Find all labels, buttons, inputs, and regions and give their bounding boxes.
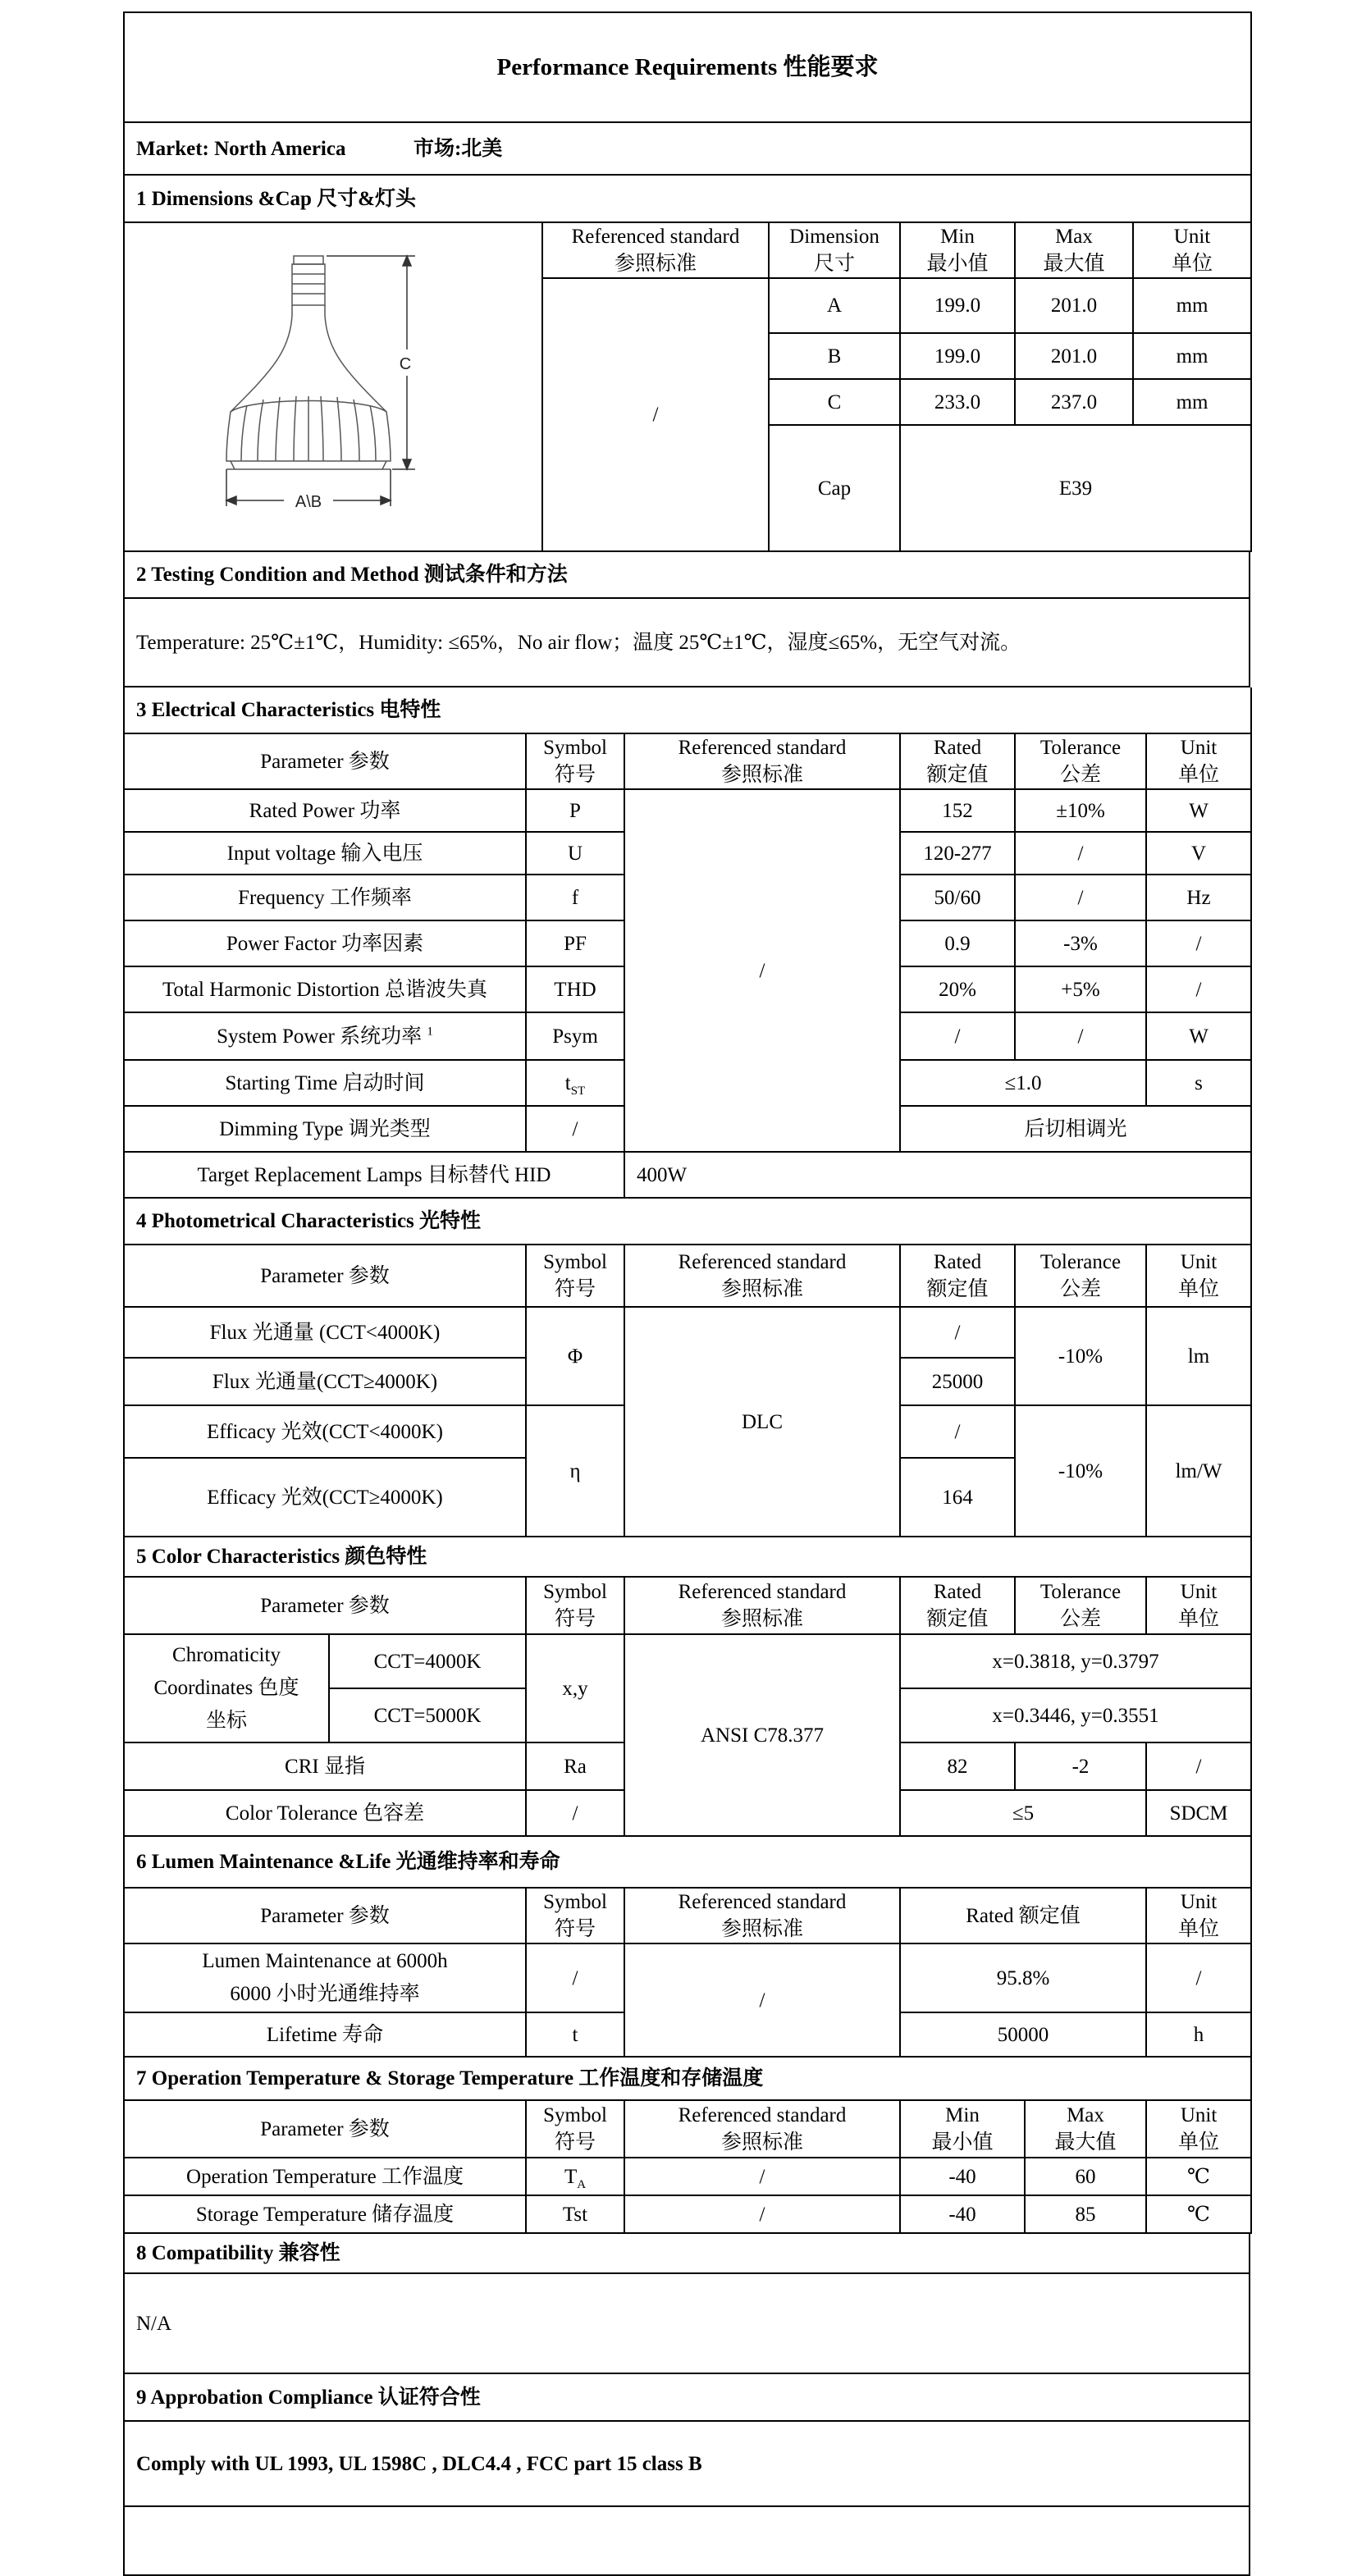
rated-cell: 0.9: [900, 920, 1015, 966]
dimension-a-max: 201.0: [1015, 278, 1133, 333]
header-ref-standard: Referenced standard 参照标准: [624, 1888, 900, 1943]
header-parameter: Parameter 参数: [124, 1577, 526, 1634]
header-ref-standard: Referenced standard 参照标准: [624, 2100, 900, 2158]
rated-cell: 164: [900, 1458, 1015, 1537]
header-ref-standard: Referenced standard 参照标准: [542, 222, 769, 278]
param-efficacy-low: Efficacy 光效(CCT<4000K): [124, 1405, 526, 1458]
dimension-a-min: 199.0: [900, 278, 1015, 333]
unit-cell: ℃: [1146, 2158, 1251, 2195]
header-unit: Unit 单位: [1146, 2100, 1251, 2158]
param-color-tolerance: Color Tolerance 色容差: [124, 1790, 526, 1836]
color-tolerance-value: ≤5: [900, 1790, 1146, 1836]
lamp-diagram: [128, 223, 538, 543]
tolerance-cell: ±10%: [1015, 789, 1146, 832]
header-min: Min 最小值: [900, 2100, 1025, 2158]
rated-cell: 152: [900, 789, 1015, 832]
param-flux-low: Flux 光通量 (CCT<4000K): [124, 1307, 526, 1358]
tolerance-cell: /: [1015, 1012, 1146, 1060]
tolerance-cell: /: [1015, 875, 1146, 920]
param-lumen-maintenance: Lumen Maintenance at 6000h 6000 小时光通维持率: [124, 1943, 526, 2012]
header-dimension: Dimension 尺寸: [769, 222, 900, 278]
symbol-cell: /: [526, 1790, 624, 1836]
cct-4000k: CCT=4000K: [329, 1634, 526, 1688]
header-parameter: Parameter 参数: [124, 1245, 526, 1307]
header-unit: Unit 单位: [1146, 1245, 1251, 1307]
header-unit: Unit 单位: [1133, 222, 1251, 278]
header-tolerance: Tolerance 公差: [1015, 1245, 1146, 1307]
symbol-cell: $t_{ST}$: [526, 1060, 624, 1106]
param-input-voltage: Input voltage 输入电压: [124, 832, 526, 875]
header-parameter: Parameter 参数: [124, 1888, 526, 1943]
header-symbol: Symbol 符号: [526, 733, 624, 789]
header-symbol: Symbol 符号: [526, 1888, 624, 1943]
symbol-cell: U: [526, 832, 624, 875]
unit-cell: h: [1146, 2012, 1251, 2057]
page-title: Performance Requirements 性能要求: [124, 12, 1251, 122]
min-cell: -40: [900, 2195, 1025, 2233]
param-storage-temp: Storage Temperature 储存温度: [124, 2195, 526, 2233]
compatibility-table: [123, 2234, 1250, 2576]
dimension-c-min: 233.0: [900, 379, 1015, 425]
table-row: [124, 2195, 1251, 2233]
param-starting-time: Starting Time 启动时间: [124, 1060, 526, 1106]
lifetime-value: 50000: [900, 2012, 1146, 2057]
cct-5000k: CCT=5000K: [329, 1688, 526, 1742]
section-2-heading: 2 Testing Condition and Method 测试条件和方法: [124, 552, 1250, 598]
param-efficacy-high: Efficacy 光效(CCT≥4000K): [124, 1458, 526, 1537]
dimension-c-unit: mm: [1133, 379, 1251, 425]
param-frequency: Frequency 工作频率: [124, 875, 526, 920]
efficacy-symbol: η: [526, 1405, 624, 1537]
dimension-a: A: [769, 278, 900, 333]
compatibility-text: N/A: [124, 2273, 1250, 2373]
header-unit: Unit 单位: [1146, 1888, 1251, 1943]
rated-cell: 50/60: [900, 875, 1015, 920]
param-thd: Total Harmonic Distortion 总谐波失真: [124, 966, 526, 1012]
unit-cell: Hz: [1146, 875, 1251, 920]
unit-cell: W: [1146, 789, 1251, 832]
header-tolerance: Tolerance 公差: [1015, 1577, 1146, 1634]
unit-cell: ℃: [1146, 2195, 1251, 2233]
rated-cell: 20%: [900, 966, 1015, 1012]
lamp-drawing: [124, 222, 542, 551]
color-table: [123, 1537, 1252, 1837]
symbol-cell: f: [526, 875, 624, 920]
market-label: Market: North America: [136, 137, 346, 160]
header-unit: Unit 单位: [1146, 1577, 1251, 1634]
lamp-cap-top: [294, 256, 323, 264]
testing-condition-table: [123, 552, 1250, 687]
chroma-4000k-value: x=0.3818, y=0.3797: [900, 1634, 1251, 1688]
efficacy-tolerance: -10%: [1015, 1405, 1146, 1537]
tolerance-cell: +5%: [1015, 966, 1146, 1012]
unit-cell: /: [1146, 920, 1251, 966]
lamp-cap: [292, 264, 325, 305]
chromaticity-symbol: x,y: [526, 1634, 624, 1742]
param-target-replacement: Target Replacement Lamps 目标替代 HID: [124, 1152, 624, 1198]
max-cell: 60: [1025, 2158, 1146, 2195]
header-rated: Rated 额定值: [900, 1888, 1146, 1943]
header-rated: Rated 额定值: [900, 733, 1015, 789]
header-max: Max 最大值: [1015, 222, 1133, 278]
unit-cell: V: [1146, 832, 1251, 875]
header-min: Min 最小值: [900, 222, 1015, 278]
compliance-text: Comply with UL 1993, UL 1598C , DLC4.4 , FCC part 15 class B: [124, 2421, 1250, 2506]
rated-cell: 82: [900, 1742, 1015, 1790]
starting-time-value: ≤1.0: [900, 1060, 1146, 1106]
symbol-cell: Tst: [526, 2195, 624, 2233]
tolerance-cell: -3%: [1015, 920, 1146, 966]
header-max: Max 最大值: [1025, 2100, 1146, 2158]
symbol-cell: P: [526, 789, 624, 832]
section-6-heading: 6 Lumen Maintenance &Life 光通维持率和寿命: [124, 1837, 1251, 1888]
market-row: [124, 122, 1251, 175]
header-rated: Rated 额定值: [900, 1577, 1015, 1634]
photometric-table: [123, 1199, 1252, 1537]
dimension-a-unit: mm: [1133, 278, 1251, 333]
dimension-b-min: 199.0: [900, 333, 1015, 379]
temperature-table: [123, 2058, 1252, 2234]
max-cell: 85: [1025, 2195, 1146, 2233]
param-rated-power: Rated Power 功率: [124, 789, 526, 832]
param-operation-temp: Operation Temperature 工作温度: [124, 2158, 526, 2195]
rated-cell: /: [900, 1307, 1015, 1358]
header-symbol: Symbol 符号: [526, 1577, 624, 1634]
flux-unit: lm: [1146, 1307, 1251, 1405]
rated-cell: /: [900, 1405, 1015, 1458]
electrical-table: [123, 687, 1252, 1199]
header-ref-standard: Referenced standard 参照标准: [624, 1245, 900, 1307]
header-unit: Unit 单位: [1146, 733, 1251, 789]
flux-tolerance: -10%: [1015, 1307, 1146, 1405]
dimensions-table: [123, 11, 1252, 552]
table-row: [124, 2158, 1251, 2195]
ref-standard-value: DLC: [624, 1307, 900, 1537]
min-cell: -40: [900, 2158, 1025, 2195]
param-flux-high: Flux 光通量(CCT≥4000K): [124, 1358, 526, 1405]
dimension-b: B: [769, 333, 900, 379]
header-tolerance: Tolerance 公差: [1015, 733, 1146, 789]
dimension-c-label: C: [399, 355, 412, 373]
symbol-cell: PF: [526, 920, 624, 966]
header-ref-standard: Referenced standard 参照标准: [624, 733, 900, 789]
param-lifetime: Lifetime 寿命: [124, 2012, 526, 2057]
rated-cell: 25000: [900, 1358, 1015, 1405]
symbol-cell: Psym: [526, 1012, 624, 1060]
header-parameter: Parameter 参数: [124, 2100, 526, 2158]
tolerance-cell: /: [1015, 832, 1146, 875]
section-4-heading: 4 Photometrical Characteristics 光特性: [124, 1199, 1251, 1245]
rated-cell: /: [900, 1012, 1015, 1060]
table-row: [124, 1307, 1251, 1358]
dimension-b-max: 201.0: [1015, 333, 1133, 379]
ref-standard-value: ANSI C78.377: [624, 1634, 900, 1836]
cap-value: E39: [900, 425, 1251, 551]
ref-standard-value: /: [624, 2195, 900, 2233]
ref-standard-value: /: [624, 2158, 900, 2195]
section-7-heading: 7 Operation Temperature & Storage Temperature 工作温度和存储温度: [124, 2058, 1251, 2100]
param-cri: CRI 显指: [124, 1742, 526, 1790]
dimension-c: C: [769, 379, 900, 425]
flux-symbol: Φ: [526, 1307, 624, 1405]
param-system-power: System Power 系统功率 $^1$: [124, 1012, 526, 1060]
performance-requirements-document: [123, 11, 1250, 2576]
unit-cell: s: [1146, 1060, 1251, 1106]
cap-label: Cap: [769, 425, 900, 551]
rated-cell: 120-277: [900, 832, 1015, 875]
ref-standard-value: /: [542, 278, 769, 551]
chromaticity-label: Chromaticity Coordinates 色度 坐标: [124, 1634, 329, 1742]
lumen-maintenance-value: 95.8%: [900, 1943, 1146, 2012]
symbol-cell: $T_A$: [526, 2158, 624, 2195]
symbol-cell: THD: [526, 966, 624, 1012]
section-3-heading: 3 Electrical Characteristics 电特性: [124, 687, 1251, 733]
dimming-type-value: 后切相调光: [900, 1106, 1251, 1152]
symbol-cell: /: [526, 1943, 624, 2012]
section-8-heading: 8 Compatibility 兼容性: [124, 2234, 1250, 2273]
param-power-factor: Power Factor 功率因素: [124, 920, 526, 966]
table-row: [124, 789, 1251, 832]
chroma-5000k-value: x=0.3446, y=0.3551: [900, 1688, 1251, 1742]
ref-standard-value: /: [624, 789, 900, 1152]
header-symbol: Symbol 符号: [526, 1245, 624, 1307]
dimension-ab-label: A\B: [295, 493, 322, 511]
unit-cell: /: [1146, 1742, 1251, 1790]
unit-cell: /: [1146, 966, 1251, 1012]
tolerance-cell: -2: [1015, 1742, 1146, 1790]
efficacy-unit: lm/W: [1146, 1405, 1251, 1537]
blank-row: [124, 2506, 1250, 2575]
header-ref-standard: Referenced standard 参照标准: [624, 1577, 900, 1634]
lumen-maintenance-table: [123, 1837, 1252, 2058]
unit-cell: /: [1146, 1943, 1251, 2012]
ref-standard-value: /: [624, 1943, 900, 2057]
section-9-heading: 9 Approbation Compliance 认证符合性: [124, 2373, 1250, 2421]
unit-cell: W: [1146, 1012, 1251, 1060]
header-parameter: Parameter 参数: [124, 733, 526, 789]
dimension-c-max: 237.0: [1015, 379, 1133, 425]
section-1-heading: 1 Dimensions &Cap 尺寸&灯头: [124, 175, 1251, 222]
dimension-b-unit: mm: [1133, 333, 1251, 379]
param-dimming-type: Dimming Type 调光类型: [124, 1106, 526, 1152]
section-5-heading: 5 Color Characteristics 颜色特性: [124, 1537, 1251, 1577]
symbol-cell: Ra: [526, 1742, 624, 1790]
target-replacement-value: 400W: [624, 1152, 1251, 1198]
testing-condition-text: Temperature: 25℃±1℃，Humidity: ≤65%，No air flow；温度 25℃±1℃，湿度≤65%，无空气对流。: [124, 598, 1250, 687]
table-row: [124, 1634, 1251, 1688]
symbol-cell: t: [526, 2012, 624, 2057]
unit-cell: SDCM: [1146, 1790, 1251, 1836]
market-label-cn: 市场:北美: [413, 137, 503, 160]
table-row: [124, 1943, 1251, 2012]
table-row: [124, 1152, 1251, 1198]
header-symbol: Symbol 符号: [526, 2100, 624, 2158]
header-rated: Rated 额定值: [900, 1245, 1015, 1307]
symbol-cell: /: [526, 1106, 624, 1152]
